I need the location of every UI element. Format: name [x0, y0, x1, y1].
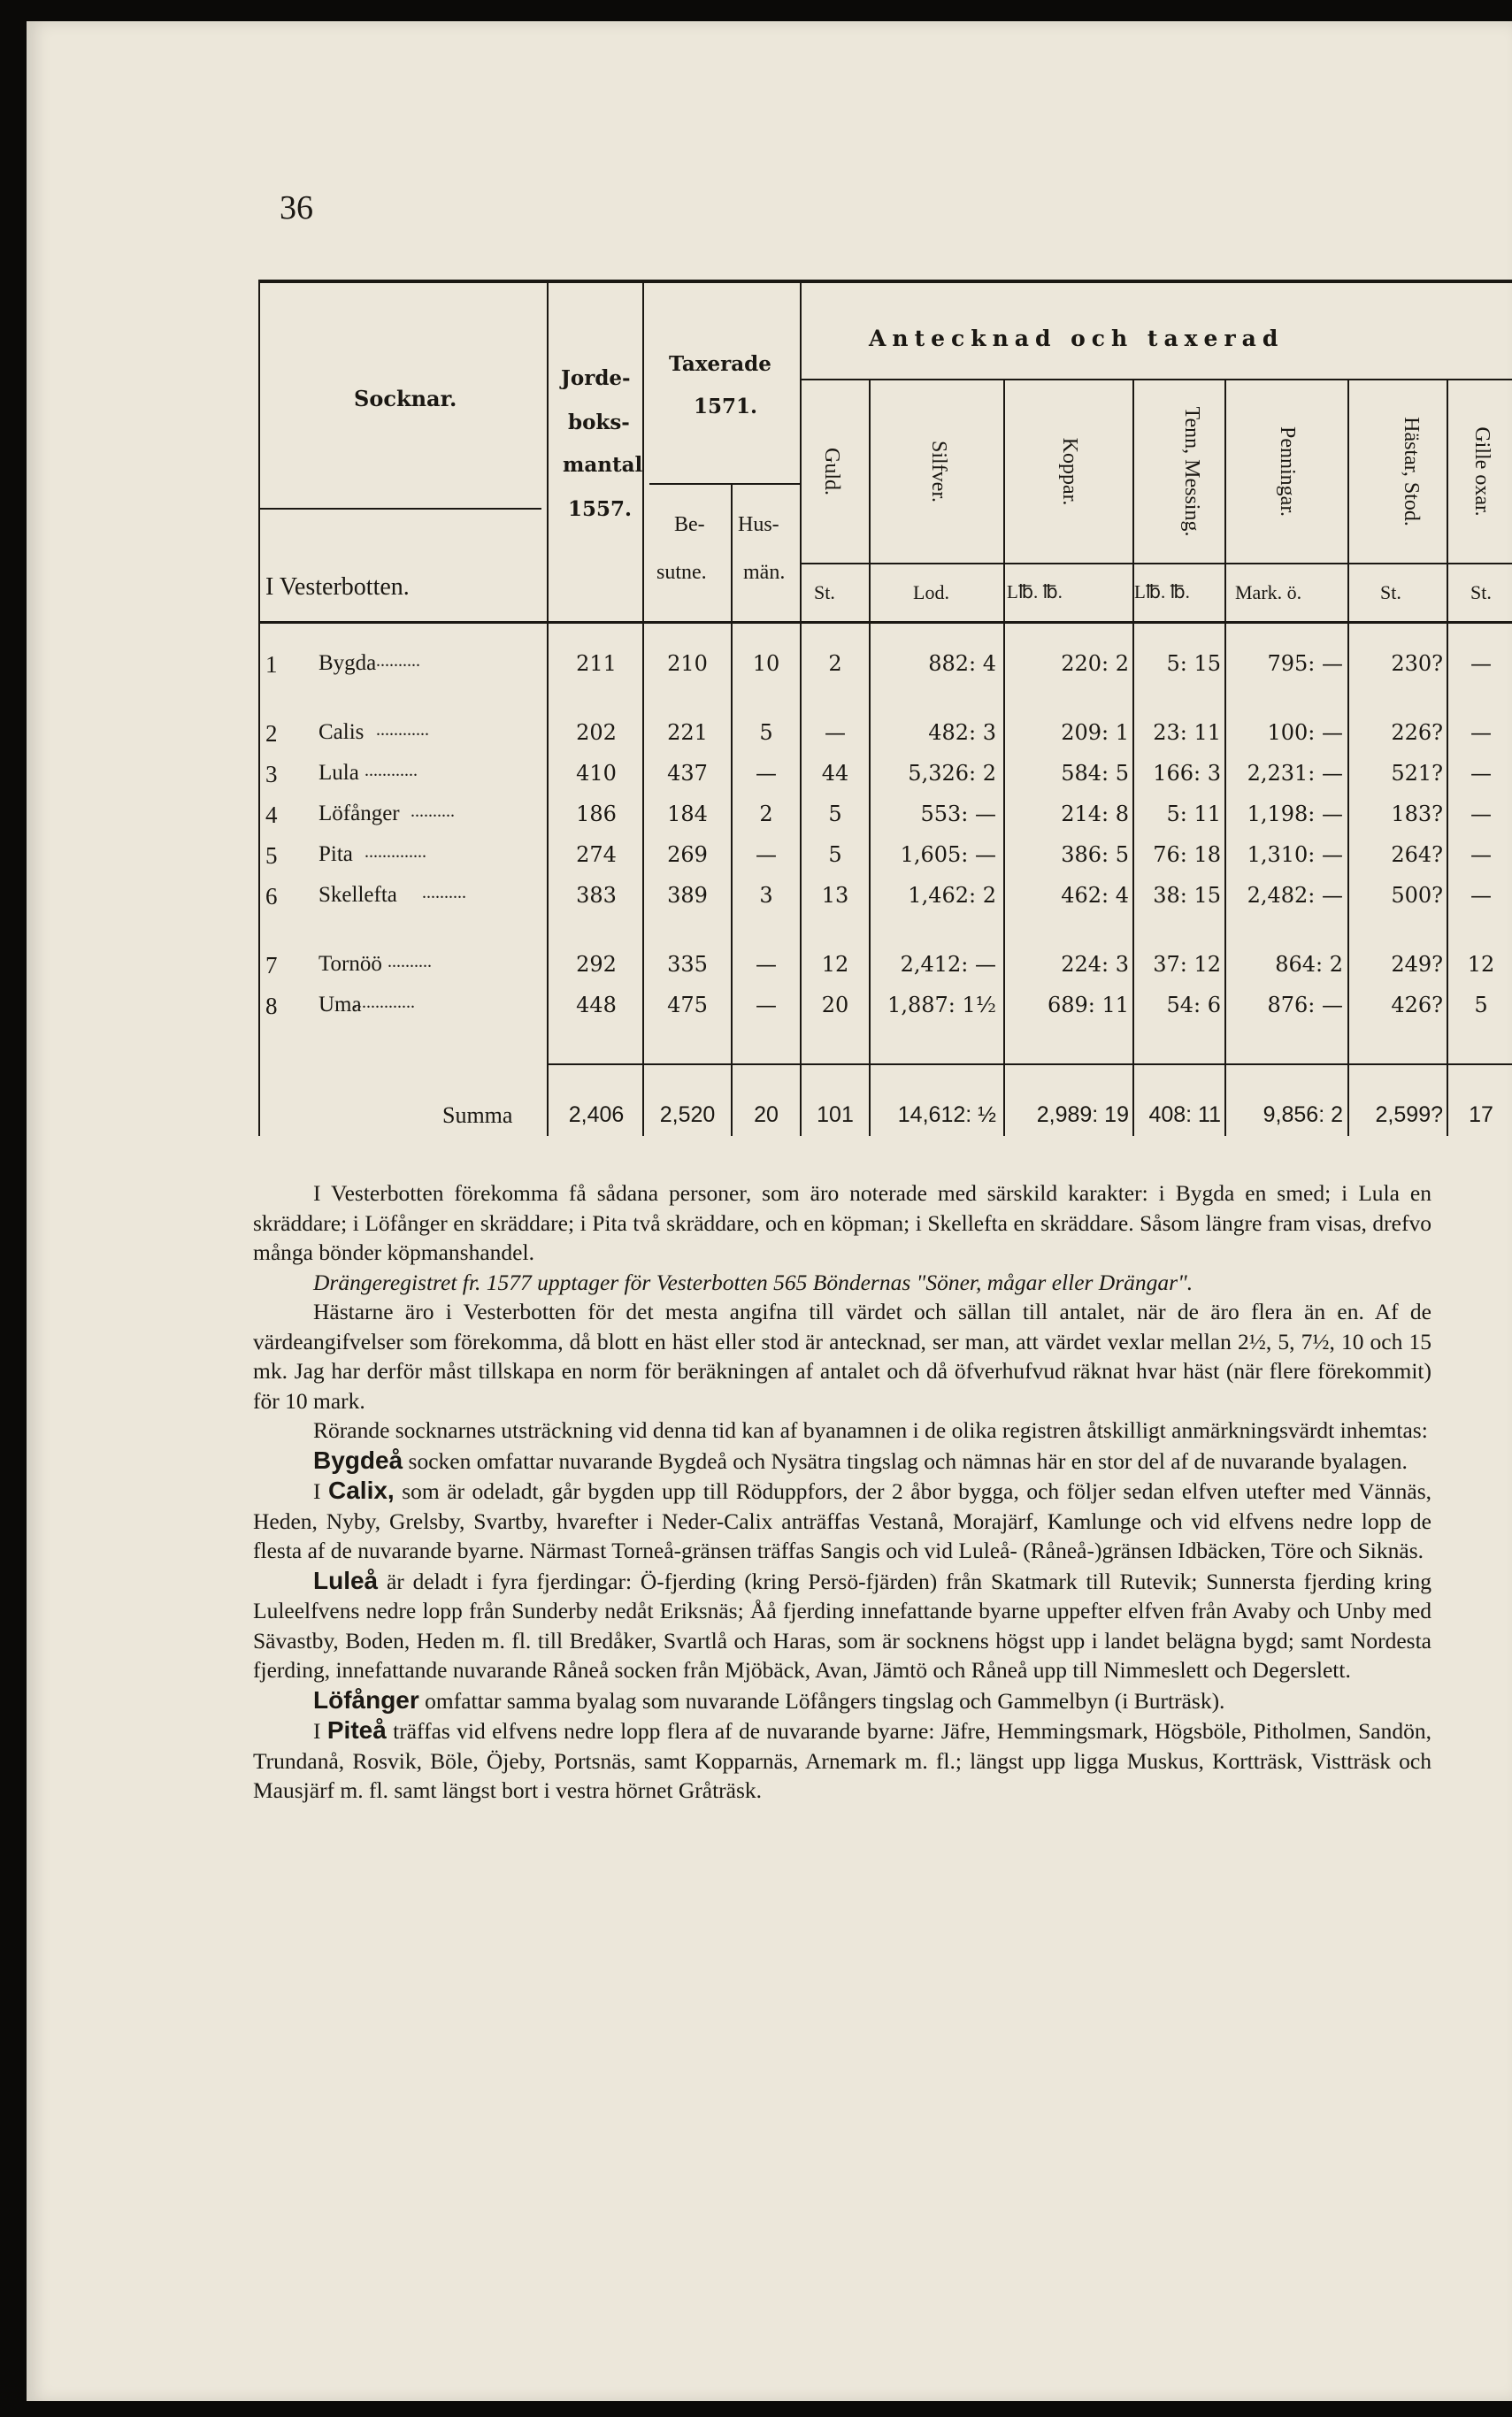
cell-hu: 2 — [759, 802, 773, 826]
cell-pe: 100: — — [1267, 720, 1343, 745]
cell-te: 166: 3 — [1153, 761, 1221, 786]
paragraph-pitea — [253, 1715, 1431, 1806]
summa-gu: 101 — [817, 1102, 854, 1127]
cell-hu: — — [756, 761, 777, 786]
cell-si: 482: 3 — [928, 720, 996, 745]
paragraph-lofanger — [253, 1685, 1431, 1716]
cell-jb: 448 — [576, 993, 617, 1017]
cell-be: 437 — [667, 761, 708, 786]
cell-be: 335 — [667, 952, 708, 977]
unit-hastar: St. — [1380, 581, 1401, 603]
cell-ko: 214: 8 — [1061, 802, 1129, 826]
cell-hu: — — [756, 952, 777, 977]
cell-ko: 220: 2 — [1061, 651, 1129, 676]
cell-pe: 2,231: — — [1247, 761, 1343, 786]
cell-hu: — — [756, 993, 777, 1017]
paragraph-socknarnes: Rörande socknarnes utsträckning vid denna tid kan af byanamnen i de olika registren åtskilligt anmärkningsvärdt inhemtas: — [313, 1417, 1428, 1443]
cell-si: 1,605: — — [900, 842, 996, 867]
husman-header-2: män. — [743, 561, 786, 584]
cell-be: 269 — [667, 842, 708, 867]
unit-tenn: L℔. ℔. — [1134, 581, 1190, 602]
cell-ha: 426? — [1391, 993, 1443, 1017]
cell-ha: 230? — [1391, 651, 1443, 676]
leader-dots: .............. — [365, 842, 426, 862]
lulea-text: är deladt i fyra fjerdingar: Ö-fjerding (kring Persö-fjärden) från Skatmark till Rutevik; Sunnersta fjerding kring Luleelfvens nedre lopp från Sunderby nedåt Eriksnäs; Åå fjerding innefattande byarne uppefter elfven från Avaby och Unby med Sävastby, Boden, Heden m. fl. till Bredåker, Svartlå och Haras, som är socknens högst upp i landet belägna bygd; samt Nordesta fjerding, innefattande nuvarande Råneå socken från Mjöbäck, Avan, Jämtö och Råneå upp till Nimmeslett och Degerslett. — [253, 1568, 1431, 1683]
leader-dots: .......... — [422, 883, 466, 902]
cell-gu: 44 — [821, 761, 849, 786]
cell-si: 5,326: 2 — [908, 761, 996, 786]
besutne-header-2: sutne. — [656, 561, 707, 584]
paragraph-calix — [253, 1476, 1431, 1566]
cell-gu: 5 — [828, 842, 842, 867]
paragraph-drangeregister — [253, 1268, 1431, 1298]
cell-te: 23: 11 — [1153, 720, 1221, 745]
besutne-header-1: Be- — [674, 513, 705, 536]
leader-dots: ............ — [365, 761, 418, 780]
parish-name: Tornöö — [319, 952, 382, 976]
jordebok-header-2: boks- — [568, 411, 630, 434]
jordebok-header-3: mantal — [563, 453, 643, 477]
cell-ha: 226? — [1391, 720, 1443, 745]
cell-gi: — — [1470, 842, 1492, 867]
taxerade-header-1: Taxerade — [669, 352, 771, 376]
lofanger-heading: Löfånger — [313, 1685, 419, 1714]
cell-pe: 1,198: — — [1247, 802, 1343, 826]
summa-label: Summa — [442, 1102, 513, 1128]
cell-gu: 5 — [828, 802, 842, 826]
body-text — [253, 1178, 1431, 1806]
page-number: 36 — [280, 189, 313, 226]
summa-ko: 2,989: 19 — [1036, 1102, 1129, 1127]
cell-ko: 462: 4 — [1061, 883, 1129, 908]
leader-dots: .......... — [411, 802, 455, 821]
parish-name: Lula — [319, 761, 359, 785]
cell-pe: 795: — — [1267, 651, 1343, 676]
cell-pe: 2,482: — — [1247, 883, 1343, 908]
jordebok-header-4: 1557. — [568, 497, 633, 521]
penningar-header: Penningar. — [1276, 426, 1299, 517]
calix-heading: Calix, — [328, 1477, 395, 1504]
parish-name: Löfånger — [319, 802, 400, 825]
cell-be: 184 — [667, 802, 708, 826]
row-number: 1 — [265, 651, 278, 678]
tenn-header: Tenn, Messing. — [1180, 406, 1203, 537]
unit-guld: St. — [814, 581, 835, 603]
unit-silfver: Lod. — [913, 581, 949, 603]
cell-jb: 410 — [576, 761, 617, 786]
cell-gi: 12 — [1467, 952, 1495, 977]
cell-ha: 264? — [1391, 842, 1443, 867]
cell-gu: 2 — [828, 651, 842, 676]
cell-pe: 876: — — [1267, 993, 1343, 1017]
row-number: 4 — [265, 802, 278, 828]
cell-hu: — — [756, 842, 777, 867]
cell-hu: 3 — [759, 883, 773, 908]
cell-jb: 274 — [576, 842, 617, 867]
summa-pe: 9,856: 2 — [1263, 1102, 1343, 1127]
summa-si: 14,612: ½ — [897, 1102, 996, 1127]
cell-te: 37: 12 — [1153, 952, 1221, 977]
cell-si: 2,412: — — [900, 952, 996, 977]
cell-jb: 202 — [576, 720, 617, 745]
row-number: 3 — [265, 761, 278, 787]
husman-header-1: Hus- — [738, 513, 779, 536]
cell-te: 5: 15 — [1166, 651, 1221, 676]
cell-pe: 1,310: — — [1247, 842, 1343, 867]
cell-gi: — — [1470, 883, 1492, 908]
lofanger-text: omfattar samma byalag som nuvarande Löfångers tingslag och Gammelbyn (i Burträsk). — [418, 1687, 1225, 1714]
calix-text: som är odeladt, går bygden upp till Röduppfors, der 2 åbor bygga, och följer sedan elfven utefter med Vännäs, Heden, Nyby, Grelsby, Svartby, hvarefter i Neder-Calix anträffas Vestanå, Morajärf, Kamlunge och vid elfvens nedre lopp de flesta af de nuvarande byarne. Närmast Torneå-gränsen träffas Sangis och vid Luleå- (Råneå-)gränsen Idbäcken, Töre och Siknäs. — [253, 1478, 1431, 1563]
bygdea-text: socken omfattar nuvarande Bygdeå och Nysätra tingslag och nämnas här en stor del af de nuvarande byalagen. — [403, 1447, 1408, 1474]
cell-gu: 12 — [821, 952, 849, 977]
unit-penningar: Mark. ö. — [1235, 581, 1302, 603]
cell-gi: — — [1470, 761, 1492, 786]
socknar-header: Socknar. — [354, 386, 457, 411]
row-number: 5 — [265, 842, 278, 869]
leader-dots: ............ — [376, 720, 429, 740]
cell-si: 1,462: 2 — [908, 883, 996, 908]
region-header: I Vesterbotten. — [265, 573, 410, 601]
cell-ha: 249? — [1391, 952, 1443, 977]
pitea-text: träffas vid elfvens nedre lopp flera af de nuvarande byarne: Jäfre, Hemmingsmark, Högsböle, Pitholmen, Sandön, Trundanå, Rosvik, Böle, Öjeby, Portsnäs, samt Kopparnäs, Arnemark m. fl.; längst upp ligga Muskus, Kortträsk, Vistträsk och Mausjärf m. fl. samt längst bort i vestra hörnet Gråträsk. — [253, 1718, 1432, 1803]
parish-name: Calis — [319, 720, 365, 744]
cell-ha: 521? — [1391, 761, 1443, 786]
leader-dots: .......... — [388, 952, 432, 971]
cell-hu: 5 — [759, 720, 773, 745]
row-number: 8 — [265, 993, 278, 1019]
cell-te: 5: 11 — [1166, 802, 1221, 826]
summa-be: 2,520 — [659, 1102, 716, 1127]
parish-name: Uma — [319, 993, 362, 1017]
parish-name: Pita — [319, 842, 353, 866]
cell-be: 389 — [667, 883, 708, 908]
koppar-header: Koppar. — [1058, 437, 1081, 506]
unit-koppar: L℔. ℔. — [1007, 581, 1063, 602]
paragraph-lulea — [253, 1566, 1431, 1685]
summa-te: 408: 11 — [1148, 1102, 1221, 1127]
calix-prefix: I — [313, 1478, 328, 1504]
cell-be: 221 — [667, 720, 708, 745]
cell-jb: 211 — [576, 651, 617, 676]
gille-header: Gille oxar. — [1470, 426, 1493, 517]
paragraph-bygdea — [253, 1446, 1431, 1477]
silfver-header: Silfver. — [927, 441, 950, 503]
leader-dots: .......... — [376, 651, 420, 671]
summa-ha: 2,599? — [1375, 1102, 1443, 1127]
cell-jb: 292 — [576, 952, 617, 977]
leader-dots: .............. — [353, 993, 415, 1012]
pitea-heading: Piteå — [326, 1716, 387, 1744]
cell-gi: — — [1470, 720, 1492, 745]
summa-hu: 20 — [754, 1102, 779, 1127]
cell-jb: 186 — [576, 802, 617, 826]
lulea-heading: Luleå — [313, 1566, 379, 1594]
cell-hu: 10 — [752, 651, 780, 676]
cell-gu: 20 — [821, 993, 849, 1017]
cell-gi: — — [1470, 802, 1492, 826]
taxerade-header-2: 1571. — [694, 395, 758, 418]
cell-si: 553: — — [920, 802, 996, 826]
tax-table — [258, 280, 1512, 1136]
pitea-prefix: I — [313, 1718, 327, 1744]
row-number: 7 — [265, 952, 278, 978]
cell-te: 76: 18 — [1153, 842, 1221, 867]
paragraph-drangeregister-text: Drängeregistret fr. 1577 upptager för Vesterbotten 565 Böndernas "Söner, mågar eller Drängar". — [313, 1269, 1193, 1295]
cell-ko: 209: 1 — [1061, 720, 1129, 745]
cell-si: 1,887: 1½ — [887, 993, 996, 1017]
cell-gi: — — [1470, 651, 1492, 676]
cell-ko: 689: 11 — [1047, 993, 1129, 1017]
row-number: 6 — [265, 883, 278, 909]
cell-ko: 584: 5 — [1061, 761, 1129, 786]
row-number: 2 — [265, 720, 278, 747]
unit-gille: St. — [1470, 581, 1492, 603]
cell-gi: 5 — [1474, 993, 1488, 1017]
banner-heading: Antecknad och taxerad — [869, 326, 1285, 351]
cell-ko: 386: 5 — [1061, 842, 1129, 867]
bygdea-heading: Bygdeå — [313, 1446, 403, 1474]
cell-gu: — — [825, 720, 846, 745]
parish-name: Bygda — [319, 651, 377, 675]
cell-si: 882: 4 — [928, 651, 996, 676]
summa-gi: 17 — [1469, 1102, 1493, 1127]
guld-header: Guld. — [820, 448, 843, 495]
cell-be: 475 — [667, 993, 708, 1017]
cell-be: 210 — [667, 651, 708, 676]
cell-te: 38: 15 — [1153, 883, 1221, 908]
cell-ko: 224: 3 — [1061, 952, 1129, 977]
parish-name: Skellefta — [319, 883, 397, 907]
cell-te: 54: 6 — [1166, 993, 1221, 1017]
hastar-header: Hästar, Stod. — [1400, 417, 1423, 526]
cell-pe: 864: 2 — [1275, 952, 1343, 977]
paragraph-hastarne: Hästarne äro i Vesterbotten för det mesta angifna till värdet och sällan till antalet, när de äro flera än en. Af de värdeangifvelser som förekomma, då blott en häst eller stod är antecknad, ser man, att värdet vexlar mellan 2½, 5, 7½, 10 och 15 mk. Jag har derför måst tillskapa en norm för beräkningen af antalet och då öfverhufvud räknat hvar häst (när flere förekommit) för 10 mark. — [253, 1299, 1431, 1414]
cell-jb: 383 — [576, 883, 617, 908]
cell-ha: 183? — [1391, 802, 1443, 826]
cell-ha: 500? — [1391, 883, 1443, 908]
summa-jb: 2,406 — [568, 1102, 625, 1127]
paragraph-karakter: I Vesterbotten förekomma få sådana personer, som äro noterade med särskild karakter: i Bygda en smed; i Lula en skräddare; i Löfånger en skräddare; i Pita två skräddare, och en köpman; i Skellefta en skräddare. Såsom längre fram visas, drefvo många bönder köpmanshandel. — [253, 1180, 1431, 1265]
cell-gu: 13 — [821, 883, 849, 908]
jordebok-header-1: Jorde- — [561, 366, 631, 390]
